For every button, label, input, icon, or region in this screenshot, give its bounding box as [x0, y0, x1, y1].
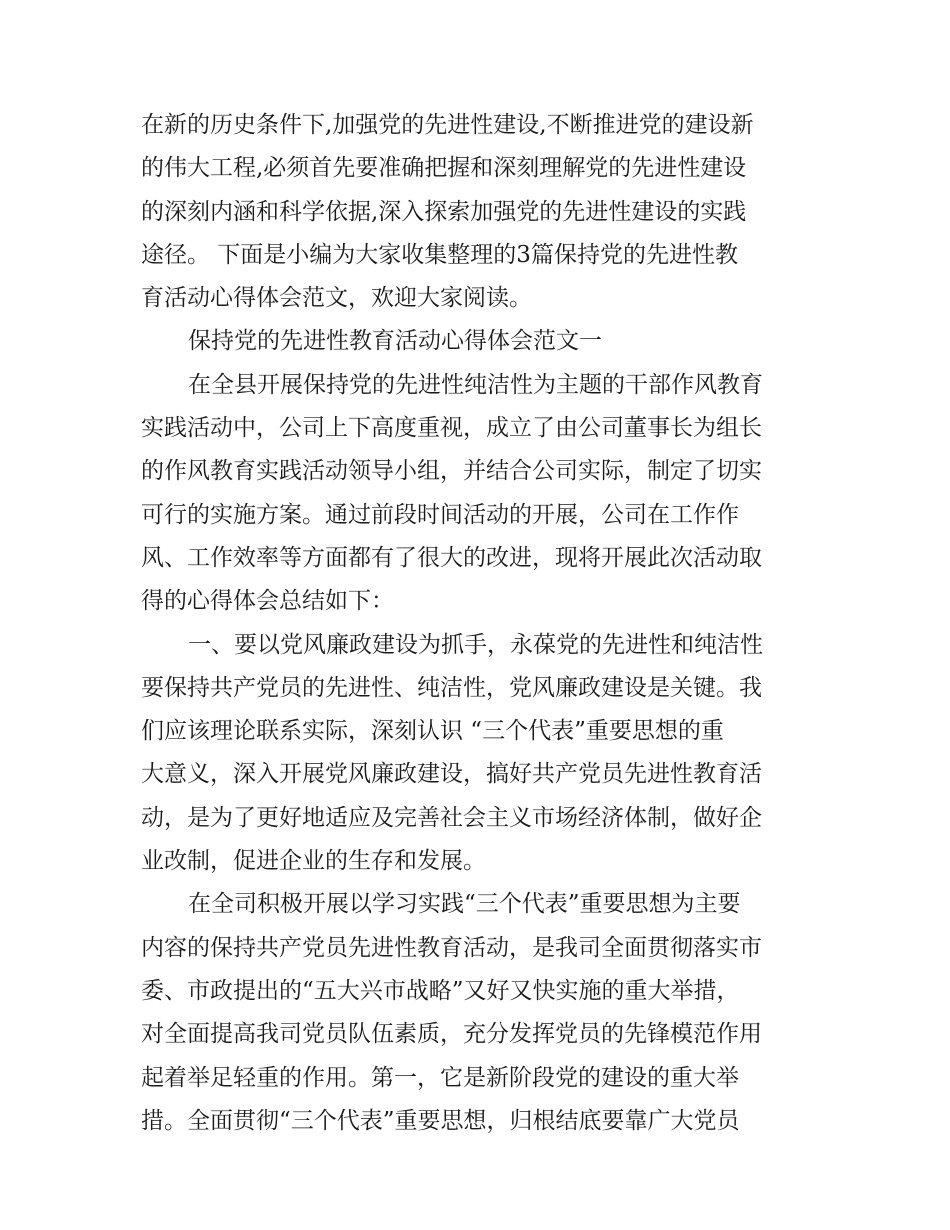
text-line: 起着举足轻重的作用。第一，它是新阶段党的建设的重大举 [141, 1064, 739, 1091]
text-line: 业改制，促进企业的生存和发展。 [141, 848, 486, 875]
text-line: 对全面提高我司党员队伍素质，充分发挥党员的先锋模范作用 [141, 1021, 762, 1048]
text-line: 在新的历史条件下,加强党的先进性建设,不断推进党的建设新 [141, 112, 754, 138]
text-line: 的深刻内涵和科学依据,深入探索加强党的先进性建设的实践 [141, 198, 747, 225]
text-line: 的作风教育实践活动领导小组，并结合公司实际，制定了切实 [141, 458, 762, 485]
text-line: 措。全面贯彻“三个代表”重要思想，归根结底要靠广大党员 [141, 1107, 740, 1134]
text-line: 的伟大工程,必须首先要准确把握和深刻理解党的先进性建设 [141, 155, 747, 182]
text-line: 风、工作效率等方面都有了很大的改进，现将开展此次活动取 [141, 544, 762, 571]
text-line: 实践活动中，公司上下高度重视，成立了由公司董事长为组长 [141, 415, 762, 442]
text-line: 可行的实施方案。通过前段时间活动的开展，公司在工作作 [141, 501, 739, 528]
text-line: 动，是为了更好地适应及完善社会主义市场经济体制，做好企 [141, 804, 762, 831]
text-line: 内容的保持共产党员先进性教育活动，是我司全面贯彻落实市 [141, 934, 762, 961]
text-line: 育活动心得体会范文，欢迎大家阅读。 [141, 285, 532, 312]
text-line: 得的心得体会总结如下： [141, 588, 394, 615]
text-line: 在全县开展保持党的先进性纯洁性为主题的干部作风教育 [188, 371, 763, 398]
text-line: 要保持共产党员的先进性、纯洁性，党风廉政建设是关键。我 [141, 674, 762, 701]
text-line: 途径。 下面是小编为大家收集整理的3篇保持党的先进性教 [141, 241, 738, 268]
text-line: 大意义，深入开展党风廉政建设，搞好共产党员先进性教育活 [141, 761, 762, 788]
text-line: 们应该理论联系实际，深刻认识 “三个代表”重要思想的重 [141, 718, 724, 745]
text-line: 委、市政提出的“五大兴市战略”又好又快实施的重大举措， [141, 977, 740, 1004]
section-heading: 保持党的先进性教育活动心得体会范文一 [188, 328, 602, 355]
text-line: 一、要以党风廉政建设为抓手，永葆党的先进性和纯洁性 [188, 631, 763, 658]
document-body [141, 104, 811, 1143]
text-line: 在全司积极开展以学习实践“三个代表”重要思想为主要 [188, 891, 741, 918]
